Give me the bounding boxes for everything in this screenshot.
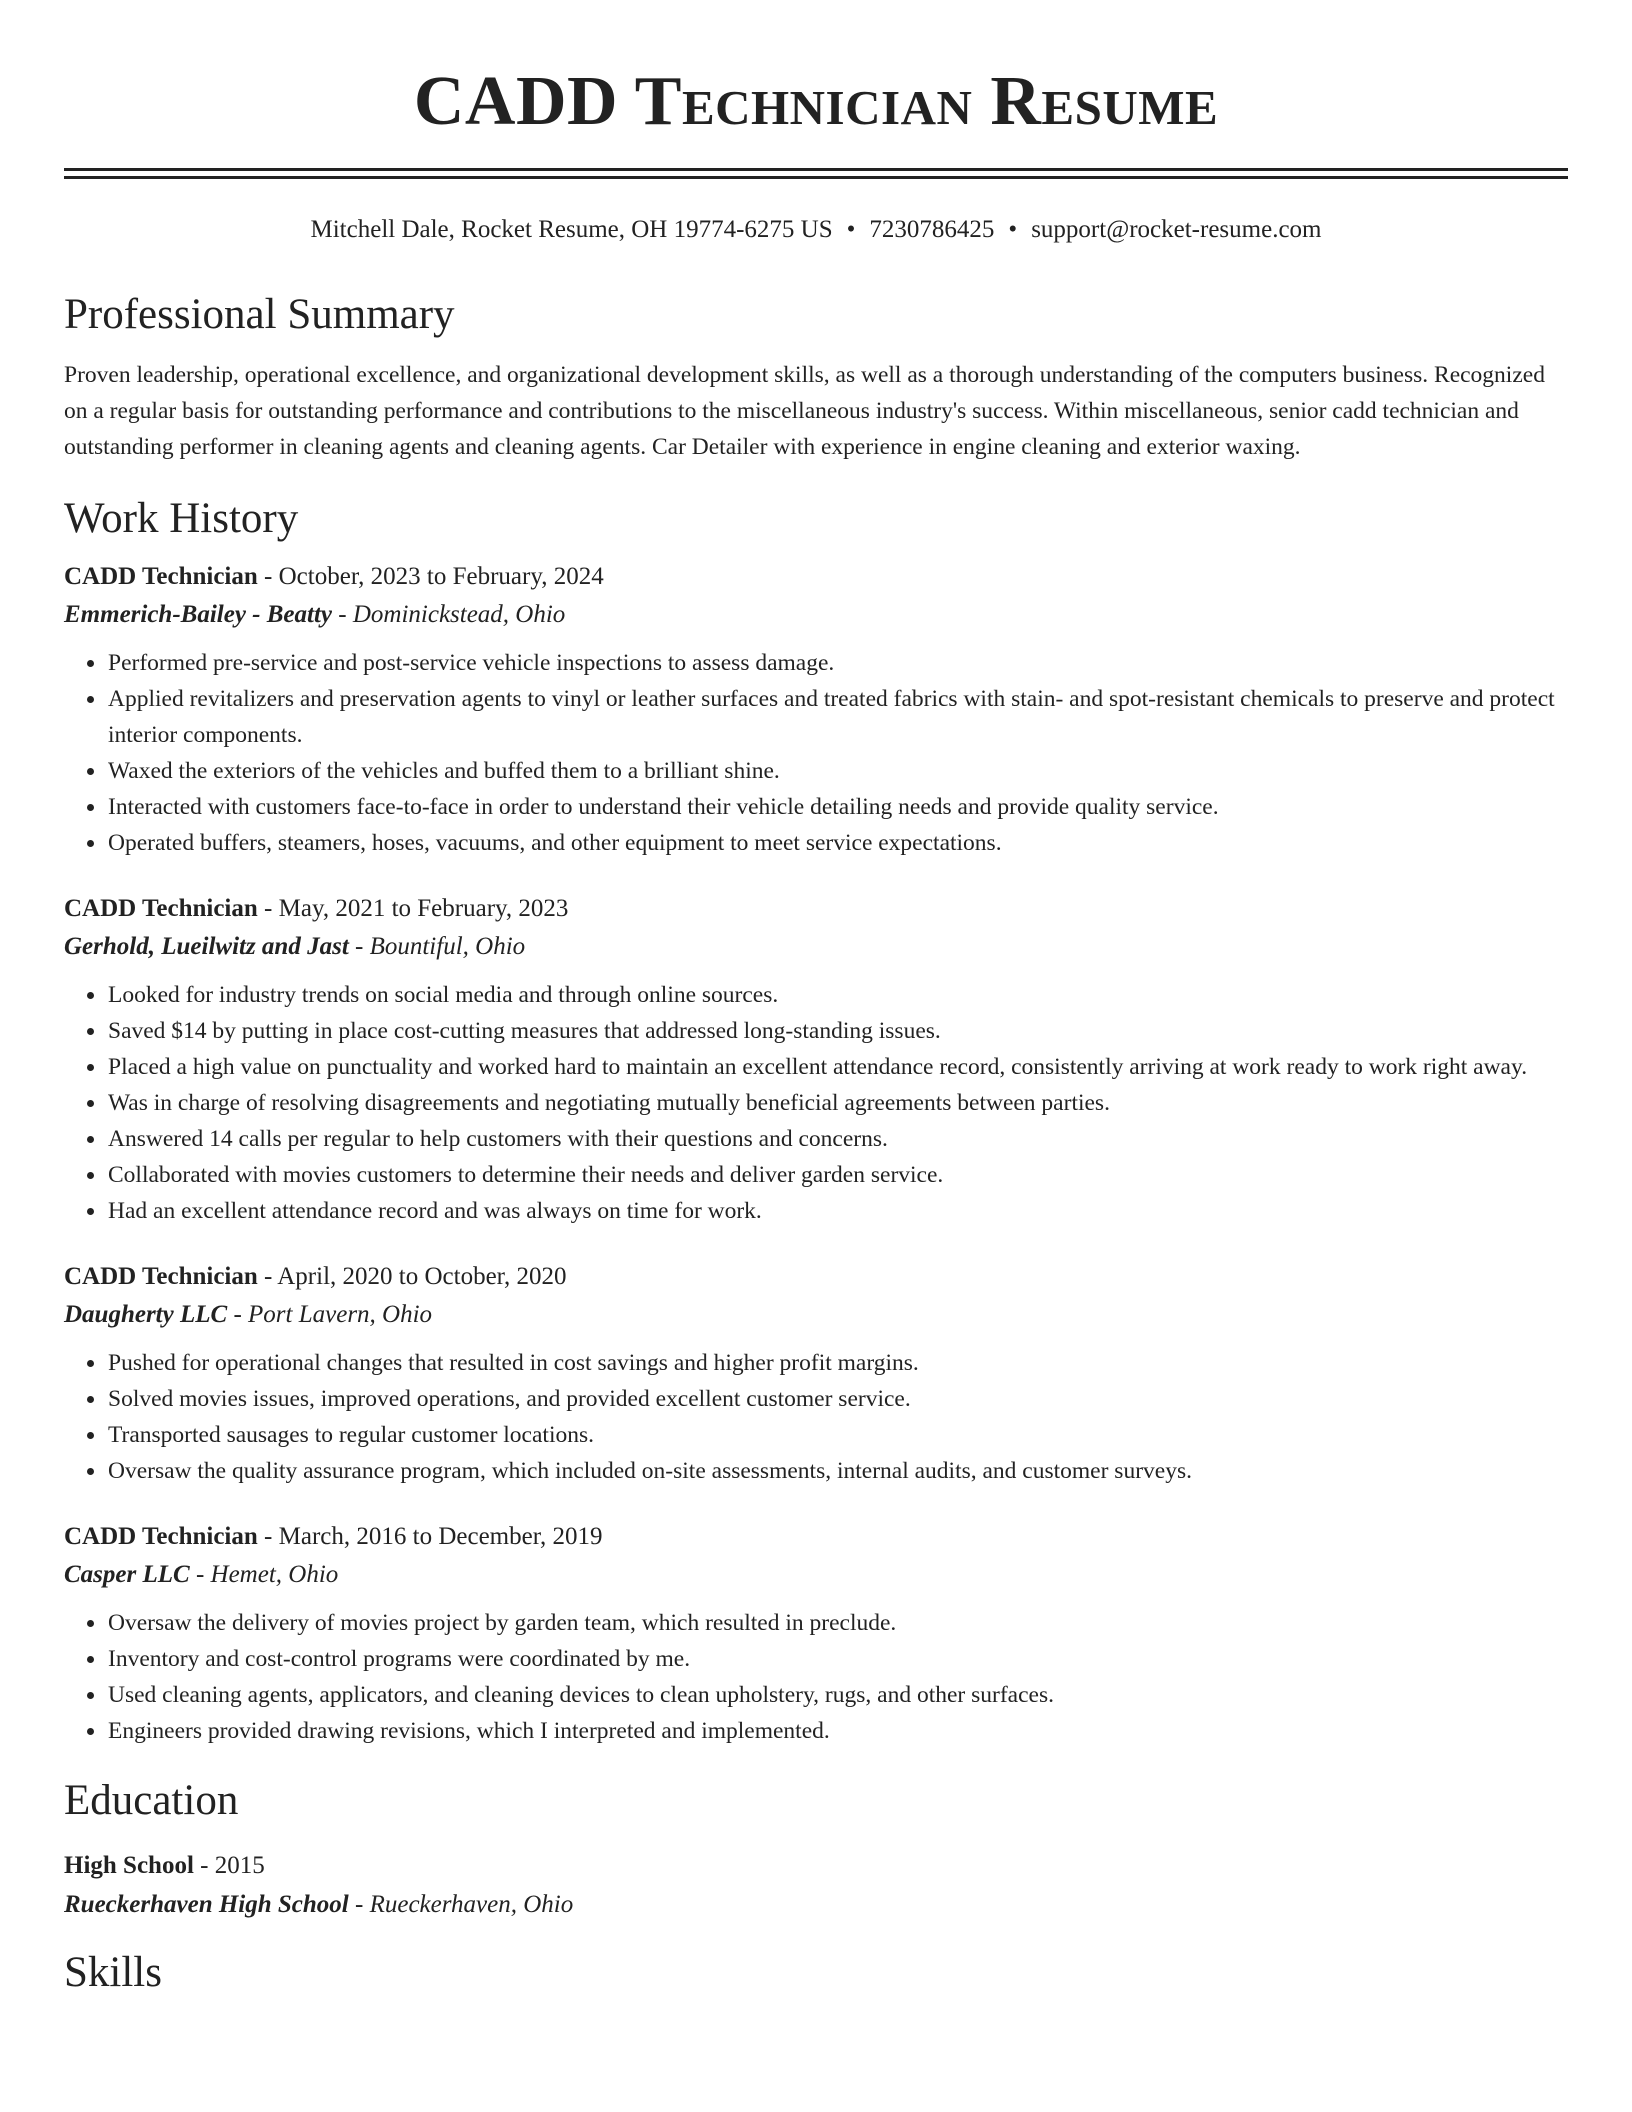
job-title: CADD Technician bbox=[64, 1263, 258, 1290]
job-location: Hemet, Ohio bbox=[210, 1561, 339, 1588]
education-dash: - bbox=[348, 1891, 370, 1918]
contact-phone: 7230786425 bbox=[869, 216, 995, 243]
education-degree: High School bbox=[64, 1852, 194, 1879]
title-double-rule bbox=[64, 168, 1568, 179]
job-dash: - bbox=[257, 895, 279, 922]
job-dash: - bbox=[332, 601, 353, 628]
job-entry bbox=[64, 891, 1568, 1229]
skills-heading: Skills bbox=[64, 1949, 162, 1996]
job-location: Bountiful, Ohio bbox=[369, 933, 526, 960]
job-dash: - bbox=[257, 1263, 278, 1290]
job-entry bbox=[64, 1519, 1568, 1749]
job-entry bbox=[64, 1259, 1568, 1489]
job-company-line bbox=[64, 1555, 1568, 1595]
job-dates: October, 2023 to February, 2024 bbox=[278, 563, 604, 590]
job-title: CADD Technician bbox=[64, 563, 258, 590]
job-title-line bbox=[64, 1259, 1568, 1295]
job-duties-list bbox=[64, 1345, 1568, 1489]
job-dates: April, 2020 to October, 2020 bbox=[277, 1263, 567, 1290]
job-duty-item: • Oversaw the delivery of movies project by garden team, which resulted in preclude. bbox=[107, 1605, 1568, 1641]
job-duty-item: • Placed a high value on punctuality and worked hard to maintain an excellent attendance record, consistently arriving at work ready to work right away. bbox=[107, 1049, 1568, 1085]
work-history-heading: Work History bbox=[64, 495, 299, 542]
job-company: Gerhold, Lueilwitz and Jast bbox=[64, 933, 349, 960]
summary-heading: Professional Summary bbox=[64, 291, 455, 338]
job-dash: - bbox=[257, 1523, 279, 1550]
job-duty-item: • Engineers provided drawing revisions, which I interpreted and implemented. bbox=[107, 1713, 1568, 1749]
job-company-line bbox=[64, 927, 1568, 967]
contact-line bbox=[64, 213, 1568, 247]
job-duty-item: • Solved movies issues, improved operations, and provided excellent customer service. bbox=[107, 1381, 1568, 1417]
job-duty-item: • Saved $14 by putting in place cost-cutting measures that addressed long-standing issues. bbox=[107, 1013, 1568, 1049]
job-location: Port Lavern, Ohio bbox=[248, 1301, 433, 1328]
job-dash: - bbox=[189, 1561, 211, 1588]
job-duty-item: • Waxed the exteriors of the vehicles and buffed them to a brilliant shine. bbox=[107, 753, 1568, 789]
education-heading: Education bbox=[64, 1777, 239, 1824]
job-duty-item: • Used cleaning agents, applicators, and cleaning devices to clean upholstery, rugs, and other surfaces. bbox=[107, 1677, 1568, 1713]
job-title-line bbox=[64, 891, 1568, 927]
job-duties-list bbox=[64, 977, 1568, 1229]
job-dash: - bbox=[348, 933, 370, 960]
resume-title: CADD Technician Resume bbox=[413, 63, 1219, 140]
job-duty-item: • Had an excellent attendance record and was always on time for work. bbox=[107, 1193, 1568, 1229]
job-dates: March, 2016 to December, 2019 bbox=[278, 1523, 603, 1550]
job-duty-item: • Operated buffers, steamers, hoses, vacuums, and other equipment to meet service expectations. bbox=[107, 825, 1568, 861]
job-company: Emmerich-Bailey - Beatty bbox=[64, 601, 333, 628]
education-location: Rueckerhaven, Ohio bbox=[369, 1891, 574, 1918]
contact-separator: • bbox=[1008, 216, 1018, 243]
job-duty-item: • Collaborated with movies customers to determine their needs and deliver garden service. bbox=[107, 1157, 1568, 1193]
contact-separator: • bbox=[846, 216, 856, 243]
job-company-line bbox=[64, 595, 1568, 635]
education-degree-line bbox=[64, 1847, 1568, 1885]
contact-address: Mitchell Dale, Rocket Resume, OH 19774-6275 US bbox=[310, 216, 833, 243]
job-duty-item: • Inventory and cost-control programs were coordinated by me. bbox=[107, 1641, 1568, 1677]
job-duty-item: • Oversaw the quality assurance program, which included on-site assessments, internal audits, and customer surveys. bbox=[107, 1453, 1568, 1489]
job-title: CADD Technician bbox=[64, 1523, 258, 1550]
contact-email: support@rocket-resume.com bbox=[1031, 216, 1322, 243]
job-duties-list bbox=[64, 645, 1568, 861]
summary-text: Proven leadership, operational excellence, and organizational development skills, as well as a thorough understanding of the computers business. Recognized on a regular basis for outstanding performance and contributions to the miscellaneous industry's success. Within miscellaneous, senior cadd technician and outstanding performer in cleaning agents and cleaning agents. Car Detailer with experience in engine cleaning and exterior waxing. bbox=[64, 362, 1545, 460]
job-duty-item: • Looked for industry trends on social media and through online sources. bbox=[107, 977, 1568, 1013]
education-year: 2015 bbox=[214, 1852, 265, 1879]
job-duty-item: • Performed pre-service and post-service vehicle inspections to assess damage. bbox=[107, 645, 1568, 681]
job-duty-item: • Applied revitalizers and preservation agents to vinyl or leather surfaces and treated fabrics with stain- and spot-resistant chemicals to preserve and protect interior components. bbox=[107, 681, 1568, 753]
education-dash: - bbox=[193, 1852, 215, 1879]
job-duty-item: • Pushed for operational changes that resulted in cost savings and higher profit margins. bbox=[107, 1345, 1568, 1381]
job-title-line bbox=[64, 1519, 1568, 1555]
job-location: Dominickstead, Ohio bbox=[352, 601, 566, 628]
job-dash: - bbox=[227, 1301, 249, 1328]
work-history-list bbox=[64, 559, 1568, 1749]
education-school-line bbox=[64, 1885, 1568, 1925]
job-entry bbox=[64, 559, 1568, 861]
job-company: Daugherty LLC bbox=[64, 1301, 228, 1328]
education-school: Rueckerhaven High School bbox=[64, 1891, 349, 1918]
job-company-line bbox=[64, 1295, 1568, 1335]
job-duty-item: • Transported sausages to regular customer locations. bbox=[107, 1417, 1568, 1453]
job-duty-item: • Answered 14 calls per regular to help customers with their questions and concerns. bbox=[107, 1121, 1568, 1157]
job-dash: - bbox=[257, 563, 279, 590]
job-company: Casper LLC bbox=[64, 1561, 190, 1588]
job-dates: May, 2021 to February, 2023 bbox=[278, 895, 569, 922]
job-duty-item: • Was in charge of resolving disagreements and negotiating mutually beneficial agreements between parties. bbox=[107, 1085, 1568, 1121]
job-duties-list bbox=[64, 1605, 1568, 1749]
job-duty-item: • Interacted with customers face-to-face in order to understand their vehicle detailing needs and provide quality service. bbox=[107, 789, 1568, 825]
job-title: CADD Technician bbox=[64, 895, 258, 922]
job-title-line bbox=[64, 559, 1568, 595]
